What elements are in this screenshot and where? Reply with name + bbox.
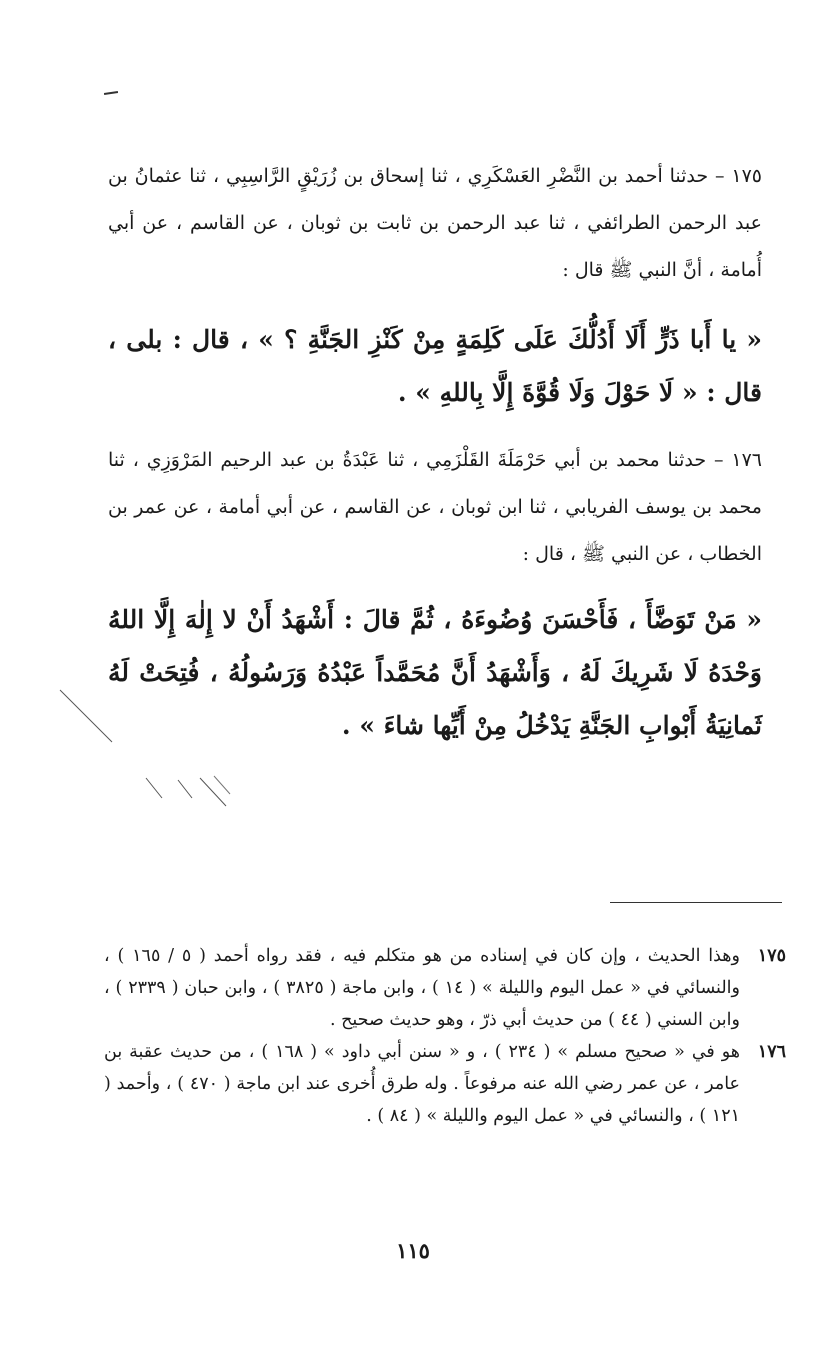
footnote-text: هو في « صحيح مسلم » ( ٢٣٤ ) ، و « سنن أبي داود » ( ١٦٨ ) ، من حديث عقبة بن عامر ، عن عمر رضي الله عنه مرفوعاً . وله طرق أُخرى عند ابن ماجة ( ٤٧٠ ) ، وأحمد ( ١٢١ ) ، والنسائي في « عمل اليوم والليلة » ( ٨٤ ) . [104,1042,740,1126]
footnote-number: ١٧٥ [757,946,786,966]
footnote-number: ١٧٦ [757,1042,786,1062]
footnote-175 [104,940,786,1036]
scan-scratches [50,680,250,820]
footnote-text: وهذا الحديث ، وإن كان في إسناده من هو متكلم فيه ، فقد رواه أحمد ( ٥ / ١٦٥ ) ، والنسائي في « عمل اليوم والليلة » ( ١٤ ) ، وابن ماجة ( ٣٨٢٥ ) ، وابن حبان ( ٢٣٣٩ ) ، وابن السني ( ٤٤ ) من حديث أبي ذرّ ، وهو حديث صحيح . [104,946,740,1030]
narration-175: ١٧٥ – حدثنا أحمد بن النَّضْرِ العَسْكَرِي ، ثنا إسحاق بن زُرَيْقٍ الرَّاسِبِي ، ثنا عثمانُ بن عبد الرحمن الطرائفي ، ثنا عبد الرحمن بن ثابت بن ثوبان ، عن القاسم ، عن أبي أُمامة ، أنَّ النبي ﷺ قال : [108,165,762,281]
scan-mark [104,91,118,95]
footnote-176 [104,1036,786,1132]
hadith-text-175: « يا أَبا ذَرٍّ أَلَا أَدُلُّكَ عَلَى كَلِمَةٍ مِنْ كَنْزِ الجَنَّةِ ؟ » ، قال : بلى ، قال : « لَا حَوْلَ وَلَا قُوَّةَ إِلَّا بِاللهِ » . [108,325,762,407]
footnotes [104,940,786,1132]
footnote-divider [610,902,782,903]
page-number: ١١٥ [396,1238,430,1263]
hadith-text-176: « مَنْ تَوَضَّأَ ، فَأَحْسَنَ وُضُوءَهُ ، ثُمَّ قالَ : أَشْهَدُ أَنْ لا إِلٰهَ إِلَّا اللهُ وَحْدَهُ لَا شَرِيكَ لَهُ ، وَأَشْهَدُ أَنَّ مُحَمَّداً عَبْدُهُ وَرَسُولُهُ ، فُتِحَتْ لَهُ ثَمانِيَةُ أَبْوابِ الجَنَّةِ يَدْخُلُ مِنْ أَيِّها شاءَ » . [108,605,762,740]
narration-176: ١٧٦ – حدثنا محمد بن أبي حَرْمَلَةَ القَلْزَمِي ، ثنا عَبْدَةُ بن عبد الرحيم المَرْوَزِي ، ثنا محمد بن يوسف الفريابي ، ثنا ابن ثوبان ، عن القاسم ، عن أبي أمامة ، عن عمر بن الخطاب ، عن النبي ﷺ ، قال : [108,449,762,565]
